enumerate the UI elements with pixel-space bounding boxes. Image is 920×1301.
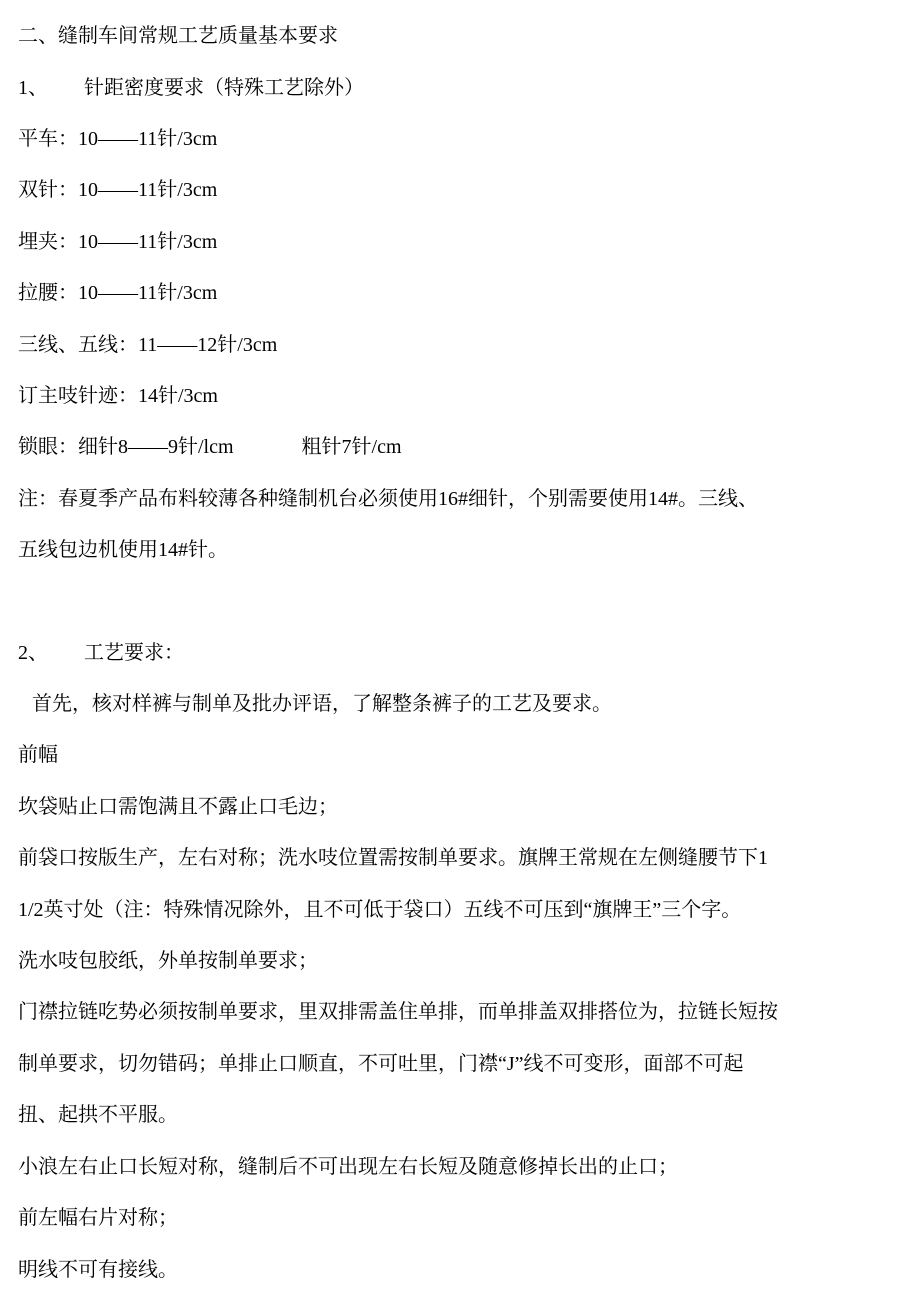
process-line: 明线不可有接线。 [18,1259,178,1281]
spec-line-main-label: 订主吱针迹：14针/3cm [18,385,218,407]
section-2-title: 工艺要求： [84,642,184,664]
process-line: 门襟拉链吃势必须按制单要求，里双排需盖住单排，而单排盖双排搭位为，拉链长短按 [18,1001,778,1023]
process-line: 前左幅右片对称； [18,1207,178,1229]
process-line: 扭、起拱不平服。 [18,1104,178,1126]
process-line: 1/2英寸处（注：特殊情况除外，且不可低于袋口）五线不可压到“旗牌王”三个字。 [18,899,742,921]
spec-line-twin-needle: 双针：10——11针/3cm [18,179,218,201]
section-1-heading [18,74,364,102]
spec-line-feed-off-arm: 埋夹：10——11针/3cm [18,231,218,253]
buttonhole-coarse: 粗针7针/cm [301,436,402,458]
process-line: 制单要求，切勿错码；单排止口顺直，不可吐里，门襟“J”线不可变形，面部不可起 [18,1053,744,1075]
section-2-heading [18,639,184,667]
process-line: 前袋口按版生产，左右对称；洗水吱位置需按制单要求。旗牌王常规在左侧缝腰节下1 [18,847,768,869]
section-2-intro: 首先，核对样裤与制单及批办评语，了解整条裤子的工艺及要求。 [32,693,612,715]
buttonhole-fine: 锁眼：细针8——9针/lcm [18,436,234,458]
spec-line-overlock: 三线、五线：11——12针/3cm [18,334,278,356]
spec-line-flat-machine: 平车：10——11针/3cm [18,128,218,150]
note-line-2: 五线包边机使用14#针。 [18,539,228,561]
spec-line-waistband: 拉腰：10——11针/3cm [18,282,218,304]
process-line: 小浪左右止口长短对称，缝制后不可出现左右长短及随意修掉长出的止口； [18,1156,678,1178]
note-line-1: 注：春夏季产品布料较薄各种缝制机台必须使用16#细针，个别需要使用14#。三线、 [18,488,758,510]
section-2-subheading: 前幅 [18,744,58,766]
section-2-number: 2、 [18,642,48,664]
section-1-number: 1、 [18,77,48,99]
process-line: 坎袋贴止口需饱满且不露止口毛边； [18,796,338,818]
document-heading: 二、缝制车间常规工艺质量基本要求 [18,25,338,47]
process-line: 洗水吱包胶纸，外单按制单要求； [18,950,318,972]
section-1-title: 针距密度要求（特殊工艺除外） [84,77,364,99]
spec-line-buttonhole [18,433,402,461]
